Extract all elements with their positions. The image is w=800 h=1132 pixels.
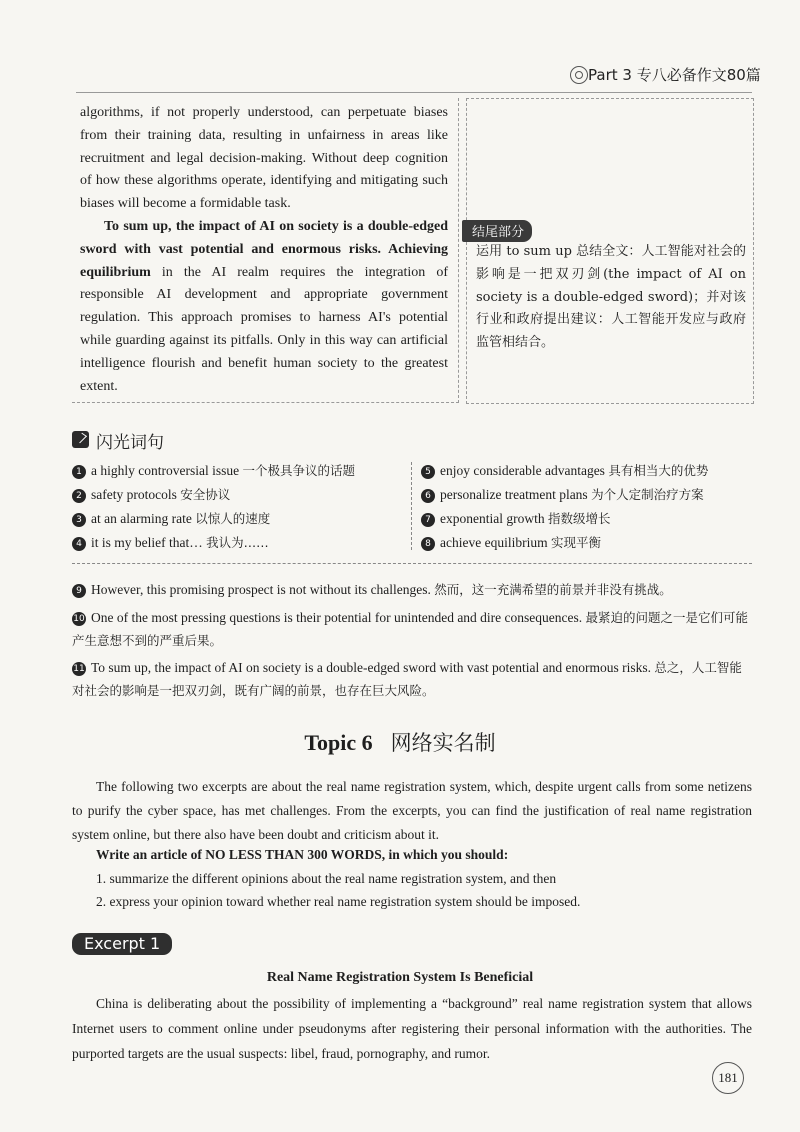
number-badge: 5 (421, 465, 435, 479)
vocab-zh: 具有相当大的优势 (608, 463, 709, 478)
vocab-zh: 指数级增长 (547, 511, 611, 526)
vocab-item (421, 461, 708, 479)
note-tag: 结尾部分 (462, 220, 532, 242)
number-badge: 1 (72, 465, 86, 479)
number-badge: 9 (72, 584, 86, 598)
vocab-separator (72, 563, 752, 564)
vocab-zh: 为个人定制治疗方案 (591, 487, 704, 502)
conclusion-bold-text: To sum up, the impact of AI on society is a double-edged sword with vast potential and enormous risks. Achieving equilibrium (80, 219, 448, 280)
vocab-column-divider (411, 462, 412, 550)
sentence-zh: 最紧迫的问题之一是它们可能产生意想不到的严重后果。 (72, 610, 749, 648)
vocab-zh: 一个极具争议的话题 (242, 463, 355, 478)
excerpt-paragraph: China is deliberating about the possibility of implementing a “background” real name registration system that allows Internet users to comment online under pseudonyms after registering their personal information with the authorities. The purported targets are the usual suspects: libel, fraud, pornography, and rumor. (72, 996, 752, 1061)
number-badge: 7 (421, 513, 435, 527)
essay-conclusion-paragraph (80, 216, 448, 398)
excerpt-title: Real Name Registration System Is Beneficial (266, 970, 534, 985)
vocab-item (72, 485, 230, 503)
note-text: 运用 to sum up 总结全文：人工智能对社会的影响是一把双刃剑(the impact of AI on society is a double-edged sword)；并对该行业和政府提出建议：人工智能开发应与政府监管相结合。 (476, 244, 746, 351)
highlight-icon (72, 431, 89, 448)
number-badge: 10 (73, 614, 85, 624)
vocab-item (421, 485, 704, 503)
header-logo-icon (570, 66, 588, 84)
essay-paragraph: algorithms, if not properly understood, can perpetuate biases from their training data, resulting in unfairness in areas like recruitment and legal decision-making. Without deep cognition of how these algorithms operate, identifying and mitigating such biases will become a formidable task. (80, 105, 448, 212)
vocab-en: it is my belief that… (91, 535, 203, 550)
vocab-en: exponential growth (440, 511, 545, 526)
number-badge: 11 (73, 664, 85, 674)
task-item: 1. summarize the different opinions about the real name registration system, and then (96, 871, 557, 886)
vocab-section-title: 闪光词句 (96, 433, 164, 453)
sentence-en: However, this promising prospect is not without its challenges. (91, 582, 431, 597)
sentence-zh: 总之，人工智能对社会的影响是一把双刃剑，既有广阔的前景，也存在巨大风险。 (72, 660, 742, 698)
task-item: 2. express your opinion toward whether real name registration system should be imposed. (96, 894, 581, 909)
header-rule (76, 92, 752, 93)
running-header: Part 3 专八必备作文80篇 (588, 66, 761, 84)
task-instruction: Write an article of NO LESS THAN 300 WORDS, in which you should: (96, 847, 509, 862)
vocab-item (421, 509, 611, 527)
vocab-item (421, 533, 601, 551)
vocab-en: personalize treatment plans (440, 487, 588, 502)
number-badge: 8 (421, 537, 435, 551)
sentence-en: One of the most pressing questions is their potential for unintended and dire consequences. (91, 610, 583, 625)
vocab-zh: 安全协议 (180, 487, 231, 502)
vocab-zh: 我认为…… (206, 535, 269, 550)
vocab-en: achieve equilibrium (440, 535, 548, 550)
vocab-en: safety protocols (91, 487, 177, 502)
key-sentence (72, 656, 752, 702)
sentence-zh: 然而，这一充满希望的前景并非没有挑战。 (434, 582, 672, 597)
vocab-item (72, 533, 269, 551)
number-badge: 2 (72, 489, 86, 503)
number-badge: 6 (421, 489, 435, 503)
vocab-item (72, 461, 355, 479)
vocab-zh: 实现平衡 (550, 535, 601, 550)
vocab-en: at an alarming rate (91, 511, 192, 526)
topic-intro-paragraph: The following two excerpts are about the real name registration system, which, despite urgent calls from some netizens to purify the cyber space, has met challenges. From the excerpts, you can find the justification of real name registration system online, but there also have been doubt and criticism about it. (72, 779, 752, 842)
topic-title-zh: 网络实名制 (390, 731, 496, 755)
vocab-zh: 以惊人的速度 (195, 511, 271, 526)
vocab-en: a highly controversial issue (91, 463, 240, 478)
conclusion-text: in the AI realm requires the integration of responsible AI development and appropriate government regulation. This approach promises to harness AI's potential while guarding against its pitfalls. Only in this way can artificial intelligence flourish and benefit human society to the greatest extent. (80, 264, 448, 394)
sentence-en: To sum up, the impact of AI on society is a double-edged sword with vast potential and enormous risks. (91, 660, 651, 675)
number-badge: 3 (72, 513, 86, 527)
key-sentence (72, 578, 752, 601)
number-badge: 4 (72, 537, 86, 551)
page-number: 181 (712, 1062, 744, 1094)
vocab-item (72, 509, 270, 527)
topic-number: Topic 6 (304, 730, 373, 755)
topic-heading (0, 727, 800, 757)
key-sentence (72, 606, 752, 652)
excerpt-tag: Excerpt 1 (72, 933, 172, 955)
vocab-en: enjoy considerable advantages (440, 463, 605, 478)
